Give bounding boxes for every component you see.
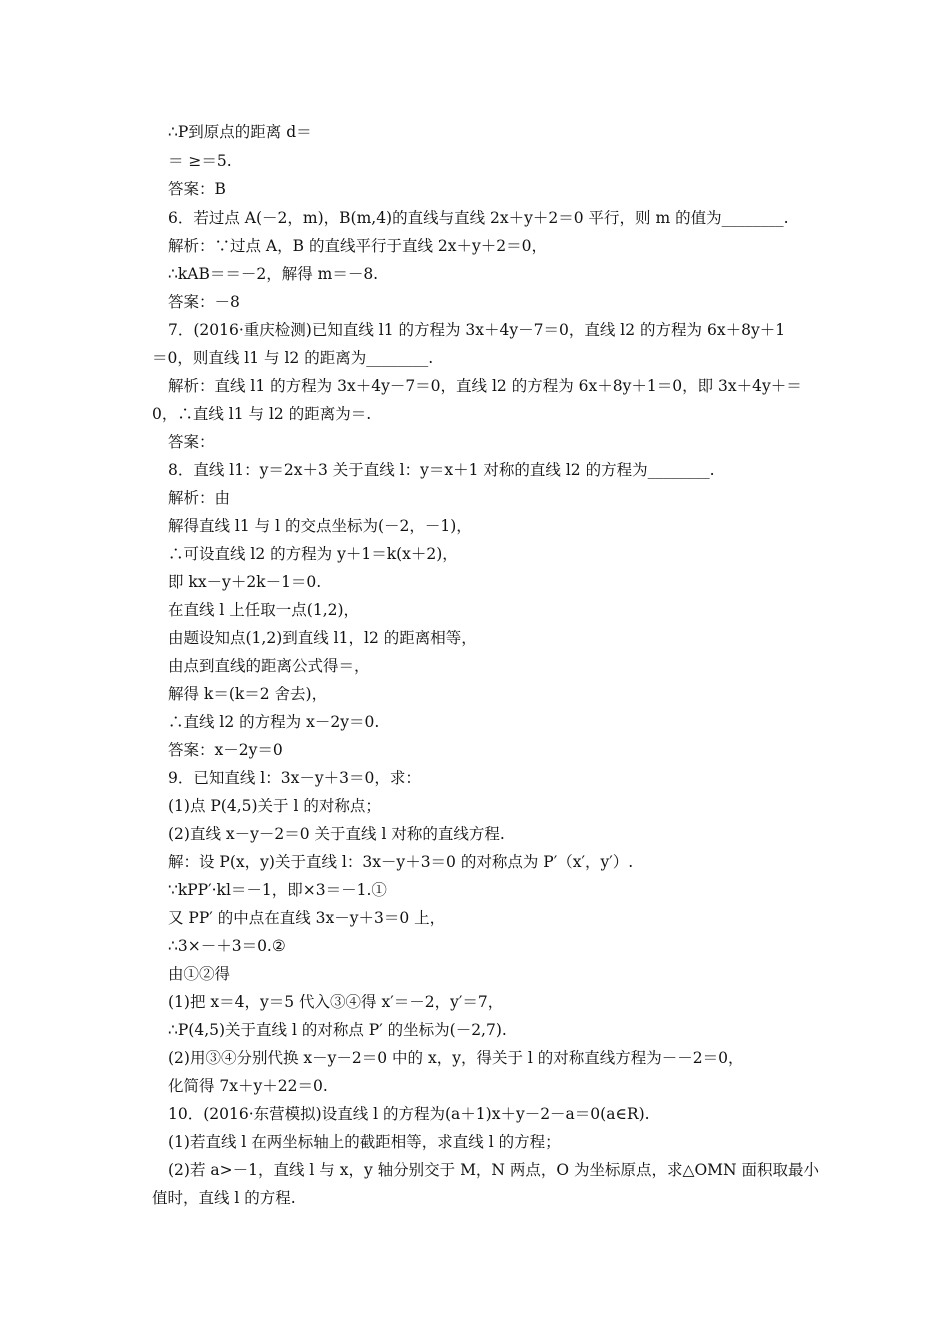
text-line-12: 答案： bbox=[168, 433, 215, 451]
question-7: 7．(2016·重庆检测)已知直线 l1 的方程为 3x＋4y－7＝0，直线 l2 的方程为 6x＋8y＋1 bbox=[168, 321, 786, 339]
text-line-9: ＝0，则直线 l1 与 l2 的距离为________. bbox=[152, 349, 434, 367]
text-line-5: 解析：∵过点 A，B 的直线平行于直线 2x＋y＋2＝0， bbox=[168, 237, 547, 255]
question-9: 9．已知直线 l：3x－y＋3＝0，求： bbox=[168, 769, 421, 787]
text-line-29: 又 PP′ 的中点在直线 3x－y＋3＝0 上， bbox=[168, 909, 446, 927]
question-8: 8．直线 l1：y＝2x＋3 关于直线 l：y＝x＋1 对称的直线 l2 的方程为________. bbox=[168, 461, 715, 479]
text-line-25: (1)点 P(4,5)关于 l 的对称点； bbox=[168, 797, 381, 815]
text-line-31: 由①②得 bbox=[168, 965, 231, 983]
text-line-28: ∵kPP′·kl＝－1，即×3＝－1.① bbox=[168, 881, 387, 899]
text-line-11: 0，∴直线 l1 与 l2 的距离为＝. bbox=[152, 405, 372, 423]
text-line-2: ＝ ≥＝5. bbox=[168, 152, 232, 170]
text-line-30: ∴3×－＋3＝0.② bbox=[168, 937, 286, 955]
text-line-34: (2)用③④分别代换 x－y－2＝0 中的 x，y，得关于 l 的对称直线方程为－－2＝0， bbox=[168, 1049, 744, 1067]
text-line-22: ∴直线 l2 的方程为 x－2y＝0. bbox=[168, 713, 380, 731]
text-line-10: 解析：直线 l1 的方程为 3x＋4y－7＝0，直线 l2 的方程为 6x＋8y＋1＝0，即 3x＋4y＋＝ bbox=[168, 377, 802, 395]
text-line-38: (2)若 a>－1，直线 l 与 x，y 轴分别交于 M，N 两点，O 为坐标原点，求△OMN 面积取最小 bbox=[168, 1161, 820, 1179]
text-line-21: 解得 k＝(k＝2 舍去)， bbox=[168, 685, 328, 703]
text-line-14: 解析：由 bbox=[168, 489, 231, 507]
text-line-15: 解得直线 l1 与 l 的交点坐标为(－2，－1)， bbox=[168, 517, 472, 535]
question-6: 6．若过点 A(－2，m)，B(m,4)的直线与直线 2x＋y＋2＝0 平行，则 m 的值为________. bbox=[168, 209, 789, 227]
text-line-33: ∴P(4,5)关于直线 l 的对称点 P′ 的坐标为(－2,7). bbox=[168, 1021, 507, 1039]
text-line-39: 值时，直线 l 的方程. bbox=[152, 1189, 296, 1207]
text-line-20: 由点到直线的距离公式得＝， bbox=[168, 657, 370, 675]
text-line-17: 即 kx－y＋2k－1＝0. bbox=[168, 573, 322, 591]
text-line-37: (1)若直线 l 在两坐标轴上的截距相等，求直线 l 的方程； bbox=[168, 1133, 561, 1151]
text-line-3: 答案：B bbox=[168, 180, 226, 198]
text-line-6: ∴kAB＝＝－2，解得 m＝－8. bbox=[168, 265, 379, 283]
text-line-32: (1)把 x＝4，y＝5 代入③④得 x′＝－2，y′＝7， bbox=[168, 993, 504, 1011]
text-line-19: 由题设知点(1,2)到直线 l1，l2 的距离相等， bbox=[168, 629, 477, 647]
text-line-27: 解：设 P(x，y)关于直线 l：3x－y＋3＝0 的对称点为 P′（x′，y′）. bbox=[168, 853, 634, 871]
text-line-23: 答案：x－2y＝0 bbox=[168, 741, 283, 759]
question-10: 10．(2016·东营模拟)设直线 l 的方程为(a＋1)x＋y－2－a＝0(a∈R). bbox=[168, 1105, 650, 1123]
text-line-16: ∴可设直线 l2 的方程为 y＋1＝k(x＋2)， bbox=[168, 545, 458, 563]
text-line-1: ∴P到原点的距离 d＝ bbox=[168, 123, 312, 141]
text-line-7: 答案：－8 bbox=[168, 293, 240, 311]
text-line-35: 化简得 7x＋y＋22＝0. bbox=[168, 1077, 328, 1095]
text-line-26: (2)直线 x－y－2＝0 关于直线 l 对称的直线方程. bbox=[168, 825, 505, 843]
text-line-18: 在直线 l 上任取一点(1,2)， bbox=[168, 601, 360, 619]
